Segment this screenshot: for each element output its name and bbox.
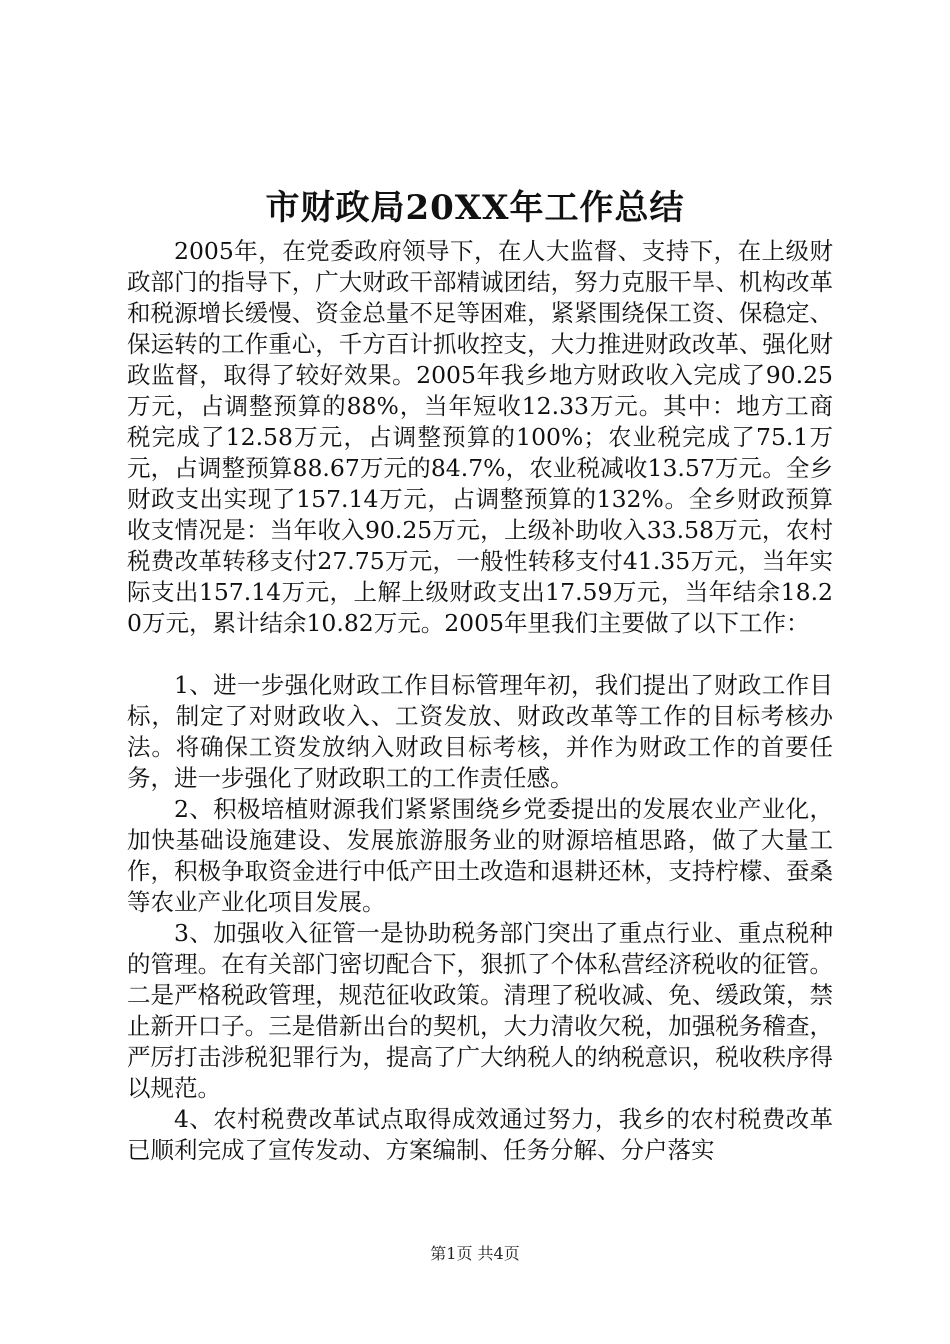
- paragraph-item-2: 2、积极培植财源我们紧紧围绕乡党委提出的发展农业产业化，加快基础设施建设、发展旅游服务业的财源培植思路，做了大量工作，积极争取资金进行中低产田土改造和退耕还林，支持柠檬、蚕桑等农业产业化项目发展。: [127, 795, 833, 916]
- paragraph-item-4: 4、农村税费改革试点取得成效通过努力，我乡的农村税费改革已顺利完成了宣传发动、方案编制、任务分解、分户落实: [127, 1105, 833, 1164]
- document-title: 市财政局20XX年工作总结: [265, 188, 685, 228]
- paragraph-item-3: 3、加强收入征管一是协助税务部门突出了重点行业、重点税种的管理。在有关部门密切配合下，狠抓了个体私营经济税收的征管。二是严格税政管理，规范征收政策。清理了税收减、免、缓政策，禁止新开口子。三是借新出台的契机，大力清收欠税，加强税务稽查，严厉打击涉税犯罪行为，提高了广大纳税人的纳税意识，税收秩序得以规范。: [127, 919, 833, 1102]
- document-body: [127, 236, 833, 1166]
- paragraph-spacer: [127, 639, 833, 670]
- page-number-footer: 第1页 共4页: [430, 1244, 520, 1263]
- paragraph-intro: 2005年，在党委政府领导下，在人大监督、支持下，在上级财政部门的指导下，广大财政干部精诚团结，努力克服干旱、机构改革和税源增长缓慢、资金总量不足等困难，紧紧围绕保工资、保稳定、保运转的工作重心，千方百计抓收控支，大力推进财政改革、强化财政监督，取得了较好效果。2005年我乡地方财政收入完成了90.25万元，占调整预算的88%，当年短收12.33万元。其中：地方工商税完成了12.58万元，占调整预算的100%；农业税完成了75.1万元，占调整预算88.67万元的84.7%，农业税减收13.57万元。全乡财政支出实现了157.14万元，占调整预算的132%。全乡财政预算收支情况是：当年收入90.25万元，上级补助收入33.58万元，农村税费改革转移支付27.75万元，一般性转移支付41.35万元，当年实际支出157.14万元，上解上级财政支出17.59万元，当年结余18.20万元，累计结余10.82万元。2005年里我们主要做了以下工作：: [127, 237, 833, 637]
- paragraph-item-1: 1、进一步强化财政工作目标管理年初，我们提出了财政工作目标，制定了对财政收入、工资发放、财政改革等工作的目标考核办法。将确保工资发放纳入财政目标考核，并作为财政工作的首要任务，进一步强化了财政职工的工作责任感。: [127, 671, 833, 792]
